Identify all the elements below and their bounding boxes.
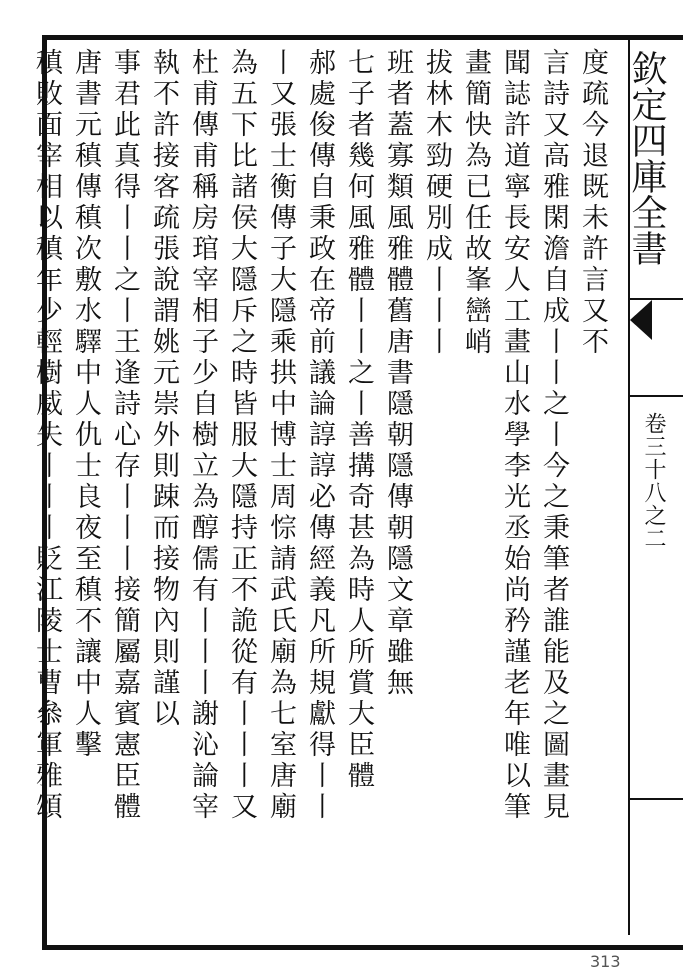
- text-column: 杜甫傳甫稱房琯宰相子少自樹立為醇儒有丨丨丨謝沁論宰: [187, 48, 218, 823]
- text-column: 郝處俊傳自秉政在帝前議論諄諄必傳經義凡所規獻得丨丨: [304, 48, 335, 823]
- margin-rule: [630, 798, 683, 800]
- text-column: 唐書元稹傳稹次敷水驛中人仇士良夜至稹不讓中人擊: [70, 48, 101, 761]
- text-column: 執不許接客疏張說謂姚元崇外則踈而接物內則謹以: [148, 48, 179, 730]
- text-column: 拔林木勁硬別成丨丨丨: [421, 48, 452, 358]
- text-column: 為五下比諸侯大隱斥之時皆服大隱持正不詭從有丨丨丨又: [226, 48, 257, 823]
- collection-title: 欽定四庫全書: [626, 50, 667, 266]
- text-column: 度疏今退既未許言又不: [577, 48, 608, 358]
- fish-tail-line-top: [630, 298, 683, 300]
- text-column: 事君此真得丨丨之丨王逢詩心存丨丨丨接簡屬嘉賓憲臣體: [109, 48, 140, 823]
- fish-tail-line-bottom: [630, 395, 683, 397]
- page-number: 313: [590, 952, 621, 971]
- text-column: 七子者幾何風雅體丨丨之丨善搆奇甚為時人所賞大臣體: [343, 48, 374, 792]
- text-column: 班者蓋寡類風雅體舊唐書隱朝隱傳朝隱文章雖無: [382, 48, 413, 699]
- text-column: 聞誌許道寧長安人工畫山水學李光丞始尚矜謹老年唯以筆: [499, 48, 530, 823]
- text-column: 丨又張士衡傳子大隱乘拱中博士周悰請武氏廟為七室唐廟: [265, 48, 296, 823]
- text-column: 稹敗面宰相以稹年少輕樹威失丨丨丨貶江陵士曹叅軍雅頌: [31, 48, 62, 823]
- text-column: 言詩又高雅閑澹自成丨丨之丨今之秉筆者誰能及之圖畫見: [538, 48, 569, 823]
- fish-tail-mark: [630, 300, 652, 340]
- text-column: 畫簡快為已任故峯巒峭: [460, 48, 491, 358]
- volume-label: 卷三十八之二: [641, 412, 666, 550]
